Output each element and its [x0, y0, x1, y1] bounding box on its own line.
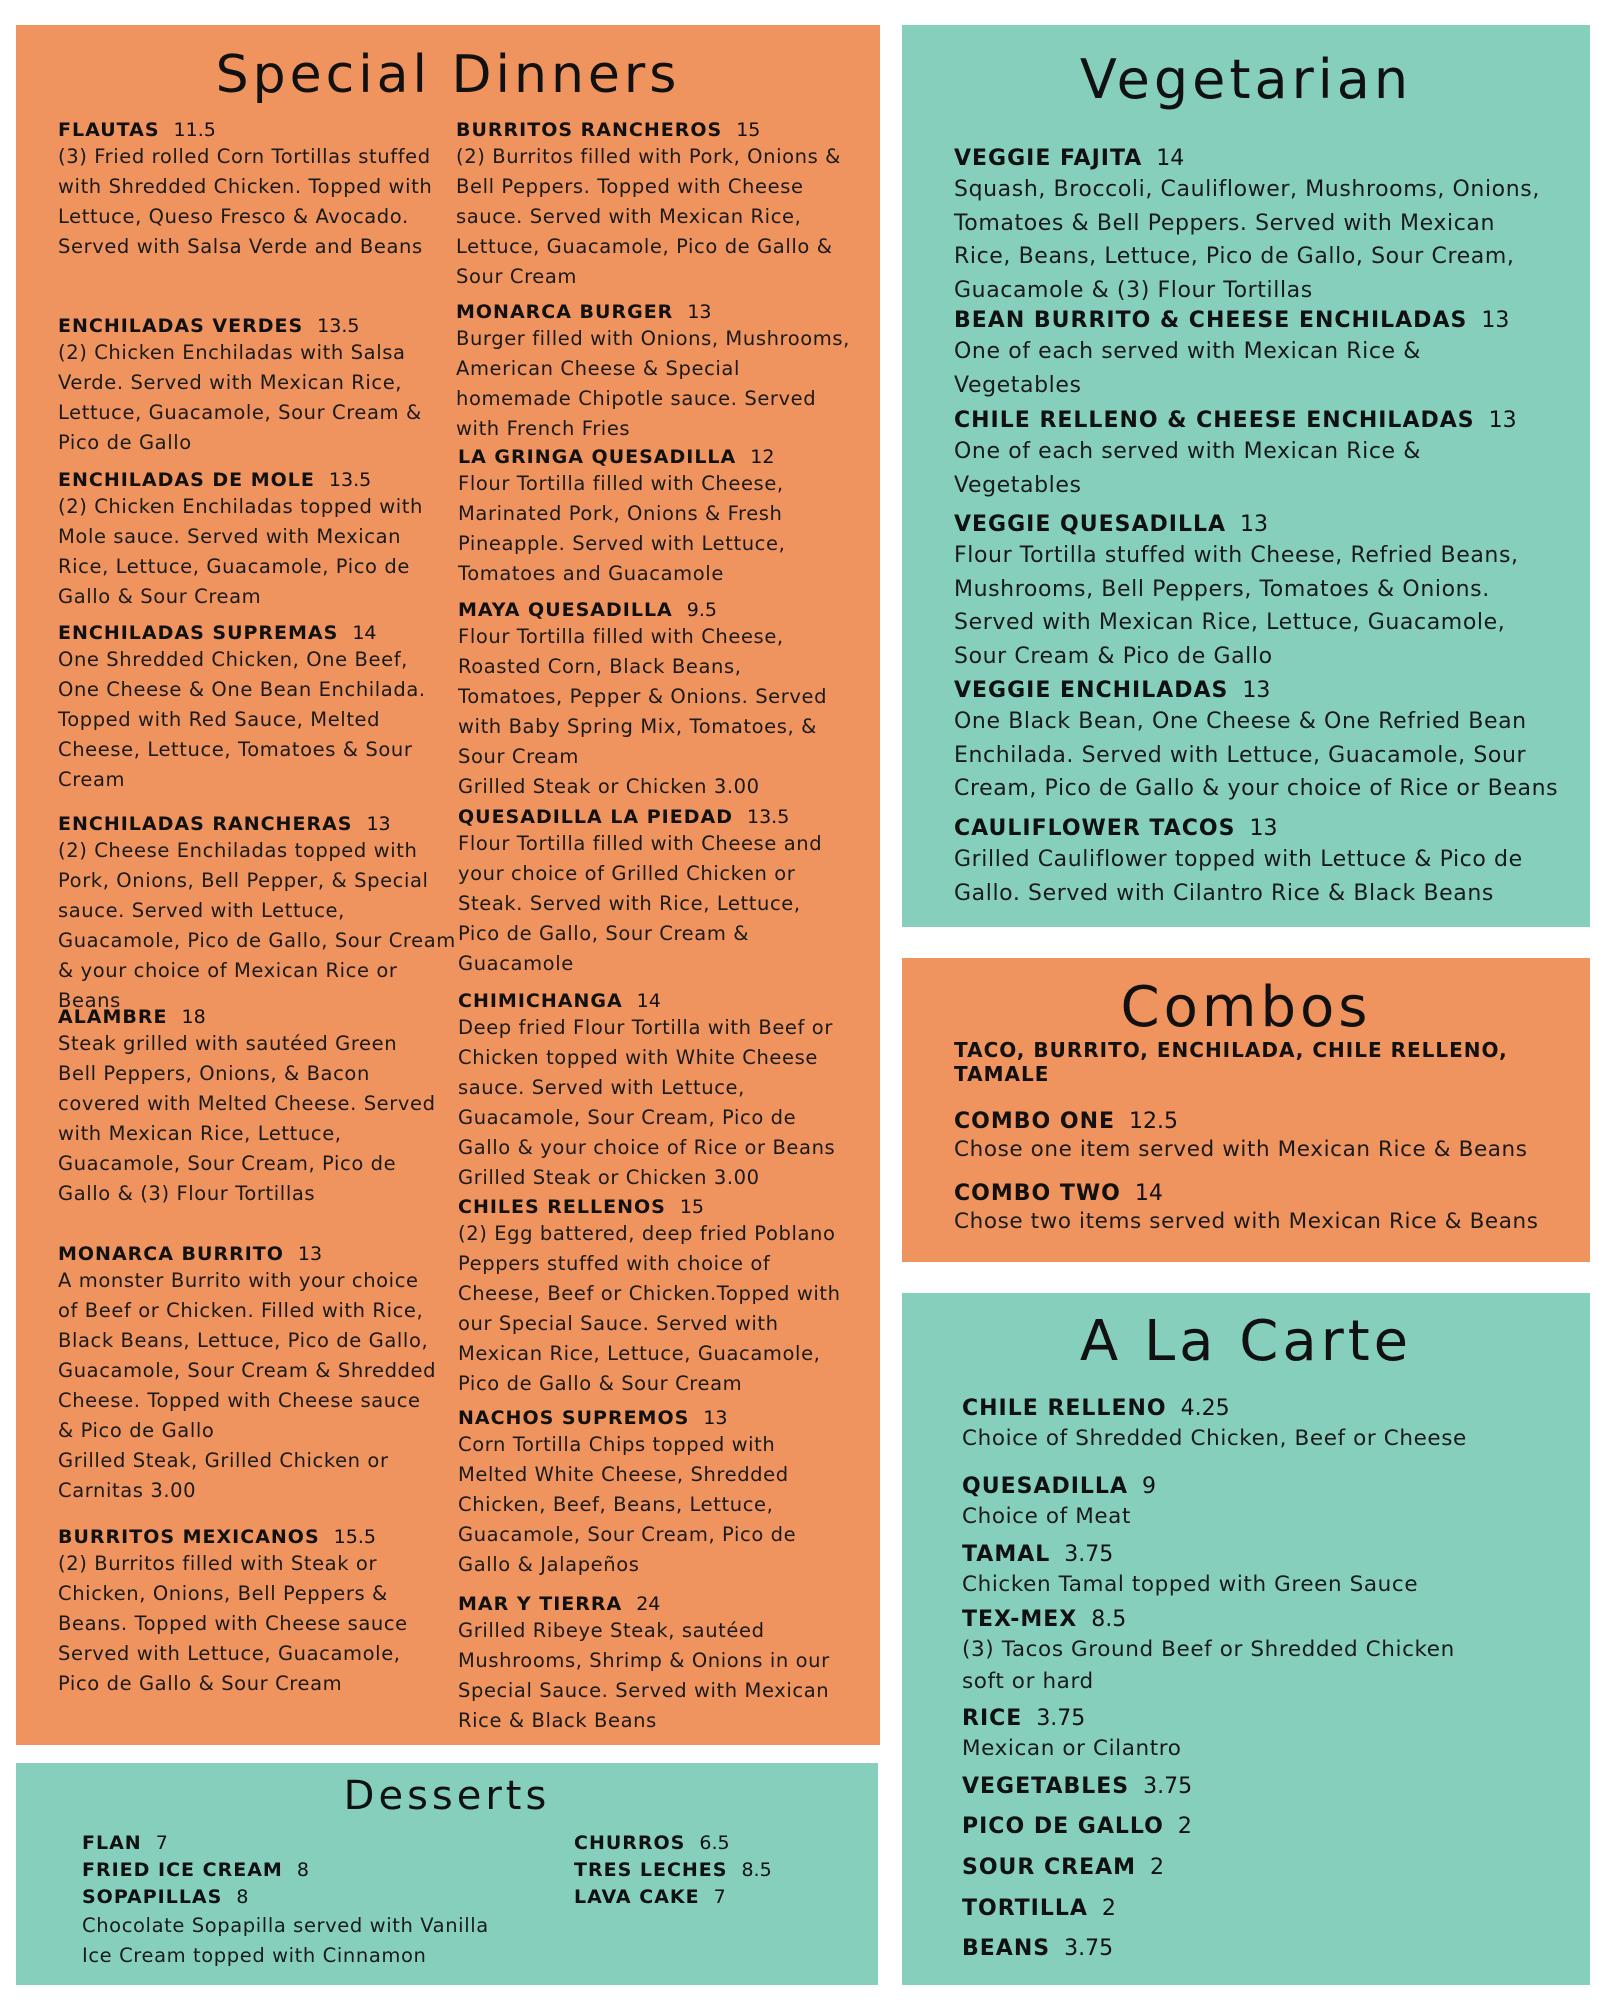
item-description: (2) Chicken Enchiladas topped with Mole sauce. Served with Mexican Rice, Lettuce, Guacamole, Pico de Gallo & Sour Cream: [58, 495, 423, 608]
item-description: Chocolate Sopapilla served with Vanilla Ice Cream topped with Cinnamon: [82, 1914, 489, 1967]
a-la-carte-panel: [902, 1293, 1590, 1985]
item-price: 2: [1177, 1814, 1192, 1839]
menu-item: [962, 1854, 1164, 1882]
desserts-panel: [16, 1763, 878, 1985]
item-name: ALAMBRE: [58, 1006, 168, 1028]
item-name: FLAUTAS: [58, 119, 160, 141]
menu-item: [954, 145, 1544, 307]
item-name: MAYA QUESADILLA: [458, 599, 673, 621]
item-name: FLAN: [82, 1832, 142, 1854]
menu-item: [962, 1813, 1192, 1841]
item-description: Choice of Meat: [962, 1504, 1131, 1529]
item-description: (3) Fried rolled Corn Tortillas stuffed with Shredded Chicken. Topped with Lettuce, Queso Fresco & Avocado. Served with Salsa Verde and Beans: [58, 145, 433, 258]
menu-item: [458, 598, 843, 802]
desserts-title: Desserts: [343, 1773, 551, 1819]
item-name: TRES LECHES: [574, 1859, 728, 1881]
item-description: Grilled Cauliflower topped with Lettuce & Pico de Gallo. Served with Cilantro Rice & Black Beans: [954, 847, 1523, 906]
item-description: Mexican or Cilantro: [962, 1736, 1182, 1761]
item-extra: Grilled Steak or Chicken 3.00: [458, 1166, 760, 1189]
combo-item: [954, 1108, 1554, 1164]
item-name: COMBO ONE: [954, 1109, 1116, 1134]
item-price: 13: [1488, 408, 1517, 433]
item-name: RICE: [962, 1706, 1023, 1731]
item-price: 9: [1141, 1474, 1156, 1499]
item-description: Grilled Ribeye Steak, sautéed Mushrooms, Shrimp & Onions in our Special Sauce. Served with Mexican Rice & Black Beans: [458, 1619, 830, 1732]
item-name: CHILE RELLENO: [962, 1396, 1167, 1421]
item-name: CHIMICHANGA: [458, 990, 623, 1012]
menu-item: [456, 300, 856, 444]
dessert-item: [82, 1857, 309, 1884]
item-name: ENCHILADAS VERDES: [58, 315, 304, 337]
item-name: CHILE RELLENO & CHEESE ENCHILADAS: [954, 408, 1475, 433]
vegetarian-panel: [902, 25, 1590, 927]
combos-panel: [902, 958, 1590, 1262]
special-dinners-panel: [16, 25, 880, 1745]
item-name: TAMAL: [962, 1542, 1051, 1567]
vegetarian-title: Vegetarian: [1079, 48, 1413, 111]
item-name: ENCHILADAS SUPREMAS: [58, 622, 339, 644]
item-price: 15: [736, 119, 761, 141]
item-description: Flour Tortilla filled with Cheese, Roasted Corn, Black Beans, Tomatoes, Pepper & Onions. Served with Baby Spring Mix, Tomatoes, & Sour Cream: [458, 625, 828, 768]
item-name: BEAN BURRITO & CHEESE ENCHILADAS: [954, 308, 1468, 333]
item-price: 8: [236, 1886, 249, 1908]
menu-item: [954, 511, 1544, 673]
dessert-item: [574, 1830, 730, 1857]
item-price: 13: [687, 301, 712, 323]
item-name: BURRITOS RANCHEROS: [456, 119, 723, 141]
item-price: 13: [1242, 678, 1271, 703]
menu-item: [58, 468, 438, 612]
item-name: SOPAPILLAS: [82, 1886, 223, 1908]
menu-item: [456, 118, 851, 292]
menu-item: [962, 1773, 1192, 1801]
item-price: 12: [750, 446, 775, 468]
item-price: 11.5: [173, 119, 216, 141]
menu-item: [954, 815, 1554, 910]
item-extra: Grilled Steak, Grilled Chicken or Carnitas 3.00: [58, 1449, 389, 1502]
item-description: Deep fried Flour Tortilla with Beef or Chicken topped with White Cheese sauce. Served with Lettuce, Guacamole, Sour Cream, Pico de Gallo & your choice of Rice or Beans: [458, 1016, 836, 1159]
item-price: 14: [352, 622, 377, 644]
item-name: VEGETABLES: [962, 1774, 1130, 1799]
item-description: (2) Burritos filled with Pork, Onions & Bell Peppers. Topped with Cheese sauce. Served with Mexican Rice, Lettuce, Guacamole, Pico de Gallo & Sour Cream: [456, 145, 841, 288]
menu-item: [962, 1606, 1482, 1698]
item-name: VEGGIE QUESADILLA: [954, 512, 1227, 537]
item-price: 24: [636, 1593, 661, 1615]
item-name: ENCHILADAS RANCHERAS: [58, 813, 353, 835]
item-price: 13: [1240, 512, 1269, 537]
item-name: PICO DE GALLO: [962, 1814, 1164, 1839]
item-name: NACHOS SUPREMOS: [458, 1407, 690, 1429]
menu-item: [962, 1395, 1562, 1455]
item-price: 3.75: [1143, 1774, 1193, 1799]
item-description: One Shredded Chicken, One Beef, One Cheese & One Bean Enchilada. Topped with Red Sauce, Melted Cheese, Lettuce, Tomatoes & Sour Cream: [58, 648, 426, 791]
item-price: 14: [1134, 1181, 1163, 1206]
item-price: 8.5: [1091, 1607, 1127, 1632]
item-name: VEGGIE FAJITA: [954, 146, 1143, 171]
item-name: CAULIFLOWER TACOS: [954, 816, 1236, 841]
item-price: 13: [1481, 308, 1510, 333]
item-price: 4.25: [1180, 1396, 1230, 1421]
item-price: 13: [297, 1243, 323, 1265]
item-description: Chicken Tamal topped with Green Sauce: [962, 1572, 1419, 1597]
item-price: 8.5: [741, 1859, 772, 1881]
item-name: BURRITOS MEXICANOS: [58, 1526, 320, 1548]
item-description: Chose two items served with Mexican Rice & Beans: [954, 1209, 1539, 1234]
menu-item: [58, 1005, 438, 1209]
item-price: 13.5: [328, 469, 372, 491]
a-la-carte-title: A La Carte: [1079, 1309, 1413, 1374]
item-description: Steak grilled with sautéed Green Bell Peppers, Onions, & Bacon covered with Melted Cheese. Served with Mexican Rice, Lettuce, Guacamole, Sour Cream, Pico de Gallo & (3) Flour Tortillas: [58, 1032, 436, 1205]
item-description: (2) Cheese Enchiladas topped with Pork, Onions, Bell Pepper, & Special sauce. Served with Lettuce, Guacamole, Pico de Gallo, Sour Cream & your choice of Mexican Rice or Beans: [58, 839, 456, 1012]
menu-item: [962, 1935, 1113, 1963]
menu-item: [962, 1541, 1562, 1601]
item-name: ENCHILADAS DE MOLE: [58, 469, 315, 491]
item-price: 7: [713, 1886, 726, 1908]
item-price: 7: [155, 1832, 168, 1854]
item-price: 3.75: [1036, 1706, 1086, 1731]
item-description: Chose one item served with Mexican Rice & Beans: [954, 1137, 1528, 1162]
item-name: TEX-MEX: [962, 1607, 1078, 1632]
item-name: MONARCA BURGER: [456, 301, 674, 323]
menu-item: [954, 307, 1544, 402]
item-price: 2: [1101, 1896, 1116, 1921]
menu-item: [58, 621, 438, 795]
item-price: 13.5: [746, 806, 790, 828]
menu-item: [458, 1406, 833, 1580]
item-price: 15.5: [333, 1526, 376, 1548]
item-name: FRIED ICE CREAM: [82, 1859, 283, 1881]
dessert-item: [574, 1857, 772, 1884]
item-price: 9.5: [686, 599, 717, 621]
item-description: Squash, Broccoli, Cauliflower, Mushrooms, Onions, Tomatoes & Bell Peppers. Served with Mexican Rice, Beans, Lettuce, Pico de Gallo, Sour Cream, Guacamole & (3) Flour Tortillas: [954, 177, 1540, 303]
item-price: 15: [679, 1196, 705, 1218]
item-name: BEANS: [962, 1936, 1051, 1961]
item-name: TORTILLA: [962, 1896, 1088, 1921]
item-description: (2) Burritos filled with Steak or Chicken, Onions, Bell Peppers & Beans. Topped with Cheese sauce Served with Lettuce, Guacamole, Pico de Gallo & Sour Cream: [58, 1552, 408, 1695]
menu-item: [58, 1525, 448, 1699]
item-price: 13.5: [317, 315, 360, 337]
item-price: 14: [1156, 146, 1185, 171]
item-description: One Black Bean, One Cheese & One Refried Bean Enchilada. Served with Lettuce, Guacamole, Sour Cream, Pico de Gallo & your choice of Rice or Beans: [954, 709, 1559, 801]
item-description: Corn Tortilla Chips topped with Melted White Cheese, Shredded Chicken, Beef, Beans, Lettuce, Guacamole, Sour Cream, Pico de Gallo & Jalapeños: [458, 1433, 797, 1576]
item-description: Flour Tortilla filled with Cheese, Marinated Pork, Onions & Fresh Pineapple. Served with Lettuce, Tomatoes and Guacamole: [458, 472, 786, 585]
dessert-item: [82, 1884, 502, 1971]
item-description: Flour Tortilla filled with Cheese and your choice of Grilled Chicken or Steak. Served with Rice, Lettuce, Pico de Gallo, Sour Cream & Guacamole: [458, 832, 823, 975]
menu-item: [962, 1895, 1116, 1923]
item-price: 12.5: [1129, 1109, 1178, 1134]
menu-item: [58, 314, 428, 458]
menu-item: [58, 1242, 438, 1506]
item-price: 2: [1150, 1855, 1165, 1880]
item-price: 18: [181, 1006, 206, 1028]
item-description: (2) Egg battered, deep fried Poblano Peppers stuffed with choice of Cheese, Beef or Chicken.Topped with our Special Sauce. Served with Mexican Rice, Lettuce, Guacamole, Pico de Gallo & Sour Cream: [458, 1222, 841, 1395]
item-name: QUESADILLA: [962, 1474, 1128, 1499]
item-price: 6.5: [699, 1832, 730, 1854]
item-description: A monster Burrito with your choice of Beef or Chicken. Filled with Rice, Black Beans, Lettuce, Pico de Gallo, Guacamole, Sour Cream & Shredded Cheese. Topped with Cheese sauce & Pico de Gallo: [58, 1269, 437, 1442]
item-extra: Grilled Steak or Chicken 3.00: [458, 775, 760, 798]
item-price: 13: [703, 1407, 728, 1429]
item-description: One of each served with Mexican Rice & Vegetables: [954, 439, 1422, 498]
item-price: 8: [296, 1859, 309, 1881]
combos-title: Combos: [1120, 975, 1372, 1040]
menu-item: [58, 812, 463, 1016]
item-price: 13: [366, 813, 391, 835]
item-name: CHURROS: [574, 1832, 686, 1854]
combos-subtitle: TACO, BURRITO, ENCHILADA, CHILE RELLENO, TAMALE: [954, 1038, 1508, 1086]
menu-item: [458, 1592, 843, 1736]
item-name: MONARCA BURRITO: [58, 1243, 284, 1265]
item-price: 3.75: [1064, 1542, 1114, 1567]
item-name: VEGGIE ENCHILADAS: [954, 678, 1229, 703]
item-price: 3.75: [1064, 1936, 1114, 1961]
item-description: Burger filled with Onions, Mushrooms, American Cheese & Special homemade Chipotle sauce. Served with French Fries: [456, 327, 850, 440]
item-price: 14: [636, 990, 661, 1012]
dessert-item: [82, 1830, 168, 1857]
item-name: SOUR CREAM: [962, 1855, 1137, 1880]
combo-item: [954, 1180, 1554, 1236]
item-name: LAVA CAKE: [574, 1886, 700, 1908]
dessert-item: [574, 1884, 726, 1911]
item-description: Choice of Shredded Chicken, Beef or Cheese: [962, 1426, 1467, 1451]
item-description: (2) Chicken Enchiladas with Salsa Verde. Served with Mexican Rice, Lettuce, Guacamole, Sour Cream & Pico de Gallo: [58, 341, 422, 454]
item-description: Flour Tortilla stuffed with Cheese, Refried Beans, Mushrooms, Bell Peppers, Tomatoes & Onions. Served with Mexican Rice, Lettuce, Guacamole, Sour Cream & Pico de Gallo: [954, 543, 1519, 669]
menu-item: [954, 677, 1564, 806]
item-description: One of each served with Mexican Rice & Vegetables: [954, 339, 1422, 398]
menu-item: [962, 1473, 1562, 1533]
item-name: LA GRINGA QUESADILLA: [458, 446, 737, 468]
item-price: 13: [1249, 816, 1278, 841]
item-name: QUESADILLA LA PIEDAD: [458, 806, 733, 828]
menu-item: [458, 989, 843, 1193]
item-name: COMBO TWO: [954, 1181, 1121, 1206]
menu-item: [954, 407, 1554, 502]
special-dinners-title: Special Dinners: [215, 45, 681, 105]
menu-item: [458, 1195, 853, 1399]
menu-item: [458, 445, 818, 589]
menu-item: [458, 805, 843, 979]
item-name: CHILES RELLENOS: [458, 1196, 666, 1218]
item-description: (3) Tacos Ground Beef or Shredded Chicken soft or hard: [962, 1637, 1455, 1694]
menu-item: [58, 118, 448, 262]
item-name: MAR Y TIERRA: [458, 1593, 623, 1615]
menu-item: [962, 1705, 1562, 1765]
